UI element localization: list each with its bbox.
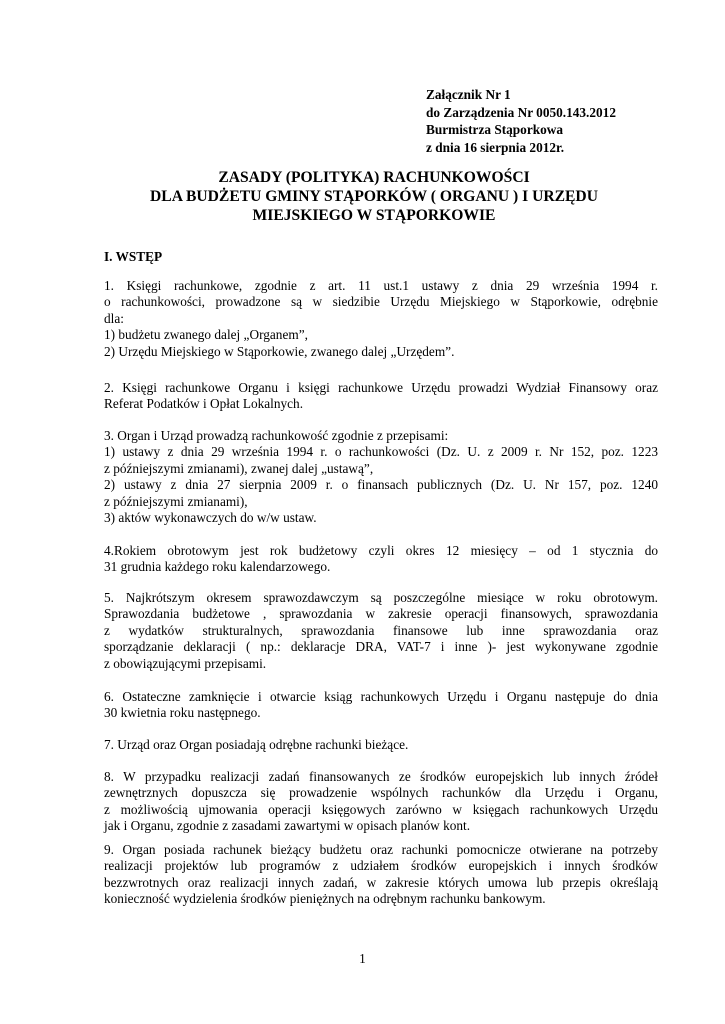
annex-line: z dnia 16 sierpnia 2012r.: [426, 139, 565, 155]
annex-line: Burmistrza Stąporkowa: [426, 122, 564, 137]
paragraph-line: z wydatków strukturalnych, sprawozdania finansowe lub inne sprawozdania oraz: [104, 622, 658, 638]
document-title: [90, 168, 658, 225]
paragraph-line: 7. Urząd oraz Organ posiadają odrębne rachunki bieżące.: [104, 737, 409, 752]
paragraph-line: realizacji projektów lub programów z udziałem środków europejskich i innych środków: [104, 858, 658, 874]
paragraph-line: 1. Księgi rachunkowe, zgodnie z art. 11 ust.1 ustawy z dnia 29 września 1994 r.: [104, 278, 658, 293]
annex-header: [426, 86, 616, 156]
paragraph-line: o rachunkowości, prowadzone są w siedzibie Urzędu Miejskiego w Stąporkowie, odrębnie: [104, 294, 658, 310]
annex-line: do Zarządzenia Nr 0050.143.2012: [426, 104, 616, 120]
paragraph-line: Referat Podatków i Opłat Lokalnych.: [104, 396, 304, 412]
annex-line: Załącznik Nr 1: [426, 87, 511, 102]
paragraph-line: zewnętrznych dopuszcza się prowadzenie wspólnych rachunków dla Urzędu i Organu,: [104, 785, 658, 801]
paragraph-line: bezzwrotnych oraz realizacji innych zadań, w zakresie których umowa lub przepis określają: [104, 874, 658, 890]
paragraph-line: dla:: [104, 310, 124, 326]
title-line: DLA BUDŻETU GMINY STĄPORKÓW ( ORGANU ) I URZĘDU: [150, 188, 598, 205]
paragraph-line: 5. Najkrótszym okresem sprawozdawczym są poszczególne miesiące w roku obrotowym.: [104, 590, 658, 605]
paragraph-5: [104, 590, 658, 672]
paragraph-line: z późniejszymi zmianami), zwanej dalej „ustawą”,: [104, 460, 374, 476]
paragraph-line: z późniejszymi zmianami),: [104, 493, 248, 509]
paragraph-line: 3. Organ i Urząd prowadzą rachunkowość zgodnie z przepisami:: [104, 428, 449, 443]
title-line: ZASADY (POLITYKA) RACHUNKOWOŚCI: [218, 169, 530, 186]
page-number: 1: [359, 951, 366, 966]
paragraph-line: z obowiązującymi przepisami.: [104, 655, 267, 671]
paragraph-line: jak i Organu, zgodnie z zasadami zawartymi w opisach planów kont.: [104, 818, 471, 834]
paragraph-line: z możliwością ujmowania operacji księgowych zarówno w księgach rachunkowych Urzędu: [104, 801, 658, 817]
paragraph-line: 2. Księgi rachunkowe Organu i księgi rachunkowe Urzędu prowadzi Wydział Finansowy oraz: [104, 380, 658, 395]
paragraph-line: 4.Rokiem obrotowym jest rok budżetowy czyli okres 12 miesięcy – od 1 stycznia do: [104, 543, 658, 558]
paragraph-2: [104, 380, 658, 413]
paragraph-line: 3) aktów wykonawczych do w/w ustaw.: [104, 510, 317, 526]
paragraph-3: [104, 428, 658, 526]
paragraph-line: konieczność wydzielenia środków pieniężnych na odrębnym rachunku bankowym.: [104, 891, 546, 907]
paragraph-line: 30 kwietnia roku następnego.: [104, 705, 261, 721]
paragraph-line: 8. W przypadku realizacji zadań finansowanych ze środków europejskich lub innych źródeł: [104, 769, 658, 784]
paragraph-4: [104, 543, 658, 576]
paragraph-line: 2) Urzędu Miejskiego w Stąporkowie, zwanego dalej „Urzędem”.: [104, 343, 455, 359]
paragraph-line: Sprawozdania budżetowe , sprawozdania w zakresie operacji finansowych, sprawozdania: [104, 606, 658, 622]
paragraph-line: 1) budżetu zwanego dalej „Organem”,: [104, 327, 308, 343]
title-line: MIEJSKIEGO W STĄPORKOWIE: [252, 207, 496, 224]
paragraph-line: 9. Organ posiada rachunek bieżący budżetu oraz rachunki pomocnicze otwierane na potrzeby: [104, 842, 658, 857]
paragraph-line: 1) ustawy z dnia 29 września 1994 r. o rachunkowości (Dz. U. z 2009 r. Nr 152, poz. 1223: [104, 444, 658, 460]
paragraph-line: 31 grudnia każdego roku kalendarzowego.: [104, 559, 331, 575]
paragraph-1: [104, 278, 658, 360]
paragraph-7: [104, 737, 658, 753]
paragraph-6: [104, 689, 658, 722]
paragraph-8: [104, 769, 658, 835]
paragraph-line: 2) ustawy z dnia 27 sierpnia 2009 r. o finansach publicznych (Dz. U. Nr 157, poz. 1240: [104, 477, 658, 493]
section-heading: I. WSTĘP: [104, 249, 163, 264]
paragraph-line: 6. Ostateczne zamknięcie i otwarcie ksiąg rachunkowych Urzędu i Organu następuje do dnia: [104, 689, 658, 704]
paragraph-9: [104, 842, 658, 908]
paragraph-line: sporządzanie deklaracji ( np.: deklaracje DRA, VAT-7 i inne )- jest wykonywane zgodnie: [104, 639, 658, 655]
